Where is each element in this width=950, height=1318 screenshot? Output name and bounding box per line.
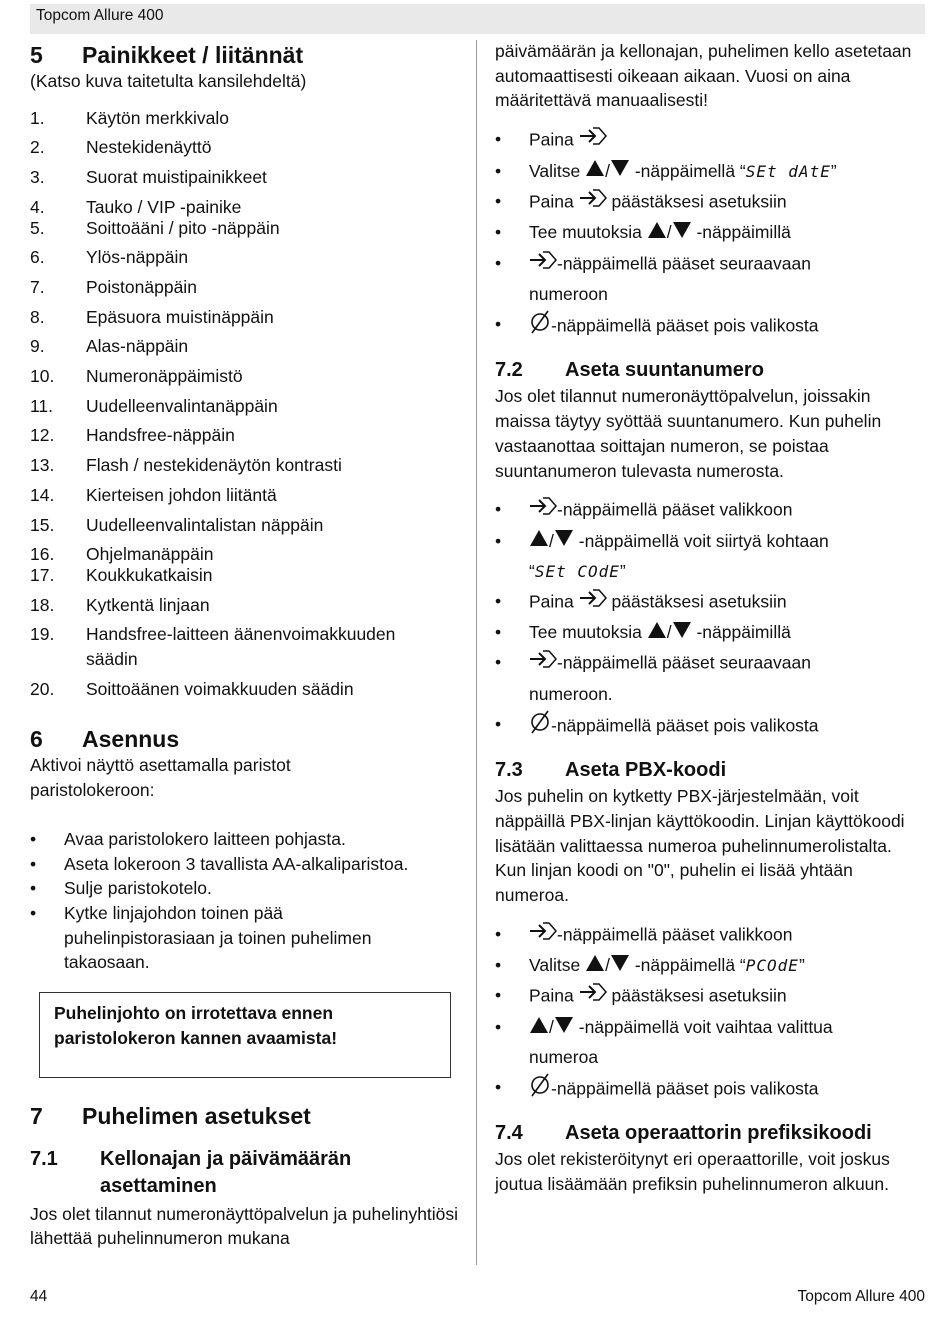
enter-key-icon <box>579 981 607 1013</box>
up-arrow-icon <box>529 1014 549 1044</box>
up-arrow-icon <box>585 952 605 982</box>
up-arrow-icon <box>647 619 667 649</box>
section-7-3-text: Jos puhelin on kytketty PBX-järjestelmään, voit näppäillä PBX-linjan käyttökoodin. Linjan käyttökoodi lisätään valittaessa numeroa puhelinnumerolistalta. Kun linjan koodi on "0", puhelin ei lisää yhtään numeroa. <box>495 786 905 905</box>
list-item: • Aseta lokeroon 3 tavallista AA-alkaliparistoa. <box>30 853 409 874</box>
component-list <box>30 106 460 702</box>
list-item: 11. Uudelleenvalintanäppäin <box>30 395 278 416</box>
down-arrow-icon <box>554 1014 574 1044</box>
section-5-intro: (Katso kuva taitetulta kansilehdeltä) <box>30 71 307 91</box>
list-item: 19. Handsfree-laitteen äänenvoimakkuuden säädin <box>30 624 396 670</box>
step-item: • Paina päästäksesi asetuksiin <box>495 981 925 1013</box>
footer-brand: Topcom Allure 400 <box>797 1288 925 1305</box>
step-item: • Valitse / -näppäimellä “SEt dAtE” <box>495 157 925 187</box>
section-7-3-heading: 7.3 Aseta PBX-koodi <box>495 759 727 782</box>
section-6-heading: 6 Asennus <box>30 726 180 753</box>
installation-steps <box>30 827 460 975</box>
list-item: 12. Handsfree-näppäin <box>30 425 235 446</box>
step-item: • Paina <box>495 125 925 157</box>
step-item: • Paina päästäksesi asetuksiin <box>495 187 925 219</box>
enter-key-icon <box>529 495 557 527</box>
step-item: • / -näppäimellä voit vaihtaa valittua numeroa <box>495 1013 925 1073</box>
down-arrow-icon <box>554 527 574 557</box>
list-item: • Avaa paristolokero laitteen pohjasta. <box>30 828 346 849</box>
page-header <box>30 4 925 34</box>
up-arrow-icon <box>529 527 549 557</box>
step-item: • Paina päästäksesi asetuksiin <box>495 587 925 619</box>
down-arrow-icon <box>610 157 630 187</box>
section-6-intro: Aktivoi näyttö asettamalla paristot paristolokeroon: <box>30 755 291 801</box>
list-item: 1. Käytön merkkivalo <box>30 107 229 128</box>
cancel-key-icon <box>529 1073 551 1107</box>
list-item: 2. Nestekidenäyttö <box>30 137 212 158</box>
enter-key-icon <box>529 648 557 680</box>
list-item: 9. Alas-näppäin <box>30 336 189 357</box>
enter-key-icon <box>529 249 557 281</box>
up-arrow-icon <box>647 219 667 249</box>
list-item: 17. Koukkukatkaisin <box>30 564 213 585</box>
list-item: 13. Flash / nestekidenäytön kontrasti <box>30 455 342 476</box>
cancel-key-icon <box>529 710 551 744</box>
enter-key-icon <box>579 125 607 157</box>
warning-text: Puhelinjohto on irrotettava ennen paristolokeron kannen avaamista! <box>54 1003 338 1048</box>
list-item: • Sulje paristokotelo. <box>30 878 212 899</box>
list-item: 4. Tauko / VIP -painike <box>30 196 242 217</box>
list-item: 18. Kytkentä linjaan <box>30 594 210 615</box>
area-code-steps <box>495 495 925 743</box>
down-arrow-icon <box>672 219 692 249</box>
section-7-2-text: Jos olet tilannut numeronäyttöpalvelun, joissakin maissa täytyy syöttää suuntanumero. Kun puhelin vastaanottaa soittajan numeron, se poistaa suuntanumeron tulevasta numerosta. <box>495 386 882 481</box>
step-item: • -näppäimellä pääset seuraavaan numeroon <box>495 249 925 310</box>
step-item: • Tee muutoksia / -näppäimillä <box>495 218 925 248</box>
list-item: 3. Suorat muistipainikkeet <box>30 167 267 188</box>
step-item: • -näppäimellä pääset pois valikosta <box>495 310 925 344</box>
date-steps <box>495 125 925 343</box>
list-item: • Kytke linjajohdon toinen pää puhelinpistorasiaan ja toinen puhelimen takaosaan. <box>30 902 372 973</box>
list-item: 10. Numeronäppäimistö <box>30 366 243 387</box>
list-item: 20. Soittoäänen voimakkuuden säädin <box>30 678 354 699</box>
page-number: 44 <box>30 1288 48 1305</box>
down-arrow-icon <box>672 619 692 649</box>
list-item: 15. Uudelleenvalintalistan näppäin <box>30 514 324 535</box>
warning-box <box>39 992 451 1077</box>
section-7-4-heading: 7.4 Aseta operaattorin prefiksikoodi <box>495 1122 872 1145</box>
left-column <box>30 36 460 1251</box>
pbx-steps <box>495 920 925 1107</box>
section-7-1-heading: 7.1 Kellonajan ja päivämäärän asettaminen <box>30 1147 352 1197</box>
up-arrow-icon <box>585 157 605 187</box>
step-item: • -näppäimellä pääset valikkoon <box>495 920 925 952</box>
step-item: • / -näppäimellä voit siirtyä kohtaan “SEt COdE” <box>495 527 925 587</box>
step-item: • Valitse / -näppäimellä “PCOdE” <box>495 951 925 981</box>
cancel-key-icon <box>529 310 551 344</box>
step-item: • -näppäimellä pääset seuraavaan numeroon. <box>495 648 925 709</box>
section-5-heading: 5 Painikkeet / liitännät <box>30 42 304 68</box>
list-item: 8. Epäsuora muistinäppäin <box>30 306 274 327</box>
section-7-2-heading: 7.2 Aseta suuntanumero <box>495 359 764 382</box>
step-item: • -näppäimellä pääset pois valikosta <box>495 1073 925 1107</box>
list-item: 6. Ylös-näppäin <box>30 247 189 268</box>
step-item: • -näppäimellä pääset pois valikosta <box>495 710 925 744</box>
list-item: 7. Poistonäppäin <box>30 276 197 297</box>
column-divider <box>476 40 477 1265</box>
section-7-1-continued: päivämäärän ja kellonajan, puhelimen kello asetetaan automaattisesti oikeaan aikaan. Vuosi on aina määritettävä manuaalisesti! <box>495 41 912 111</box>
list-item: 5. Soittoääni / pito -näppäin <box>30 217 280 238</box>
step-item: • -näppäimellä pääset valikkoon <box>495 495 925 527</box>
step-item: • Tee muutoksia / -näppäimillä <box>495 618 925 648</box>
section-7-heading: 7 Puhelimen asetukset <box>30 1102 311 1129</box>
enter-key-icon <box>579 187 607 219</box>
header-title: Topcom Allure 400 <box>36 7 164 24</box>
down-arrow-icon <box>610 952 630 982</box>
enter-key-icon <box>579 587 607 619</box>
enter-key-icon <box>529 920 557 952</box>
section-7-4-text: Jos olet rekisteröitynyt eri operaattorille, voit joskus joutua lisäämään prefiksin puhelinnumeron alkuun. <box>495 1149 890 1195</box>
right-column <box>495 36 925 1197</box>
list-item: 14. Kierteisen johdon liitäntä <box>30 484 277 505</box>
list-item: 16. Ohjelmanäppäin <box>30 544 214 565</box>
section-7-1-text: Jos olet tilannut numeronäyttöpalvelun ja puhelinyhtiösi lähettää puhelinnumeron mukana <box>30 1203 459 1249</box>
